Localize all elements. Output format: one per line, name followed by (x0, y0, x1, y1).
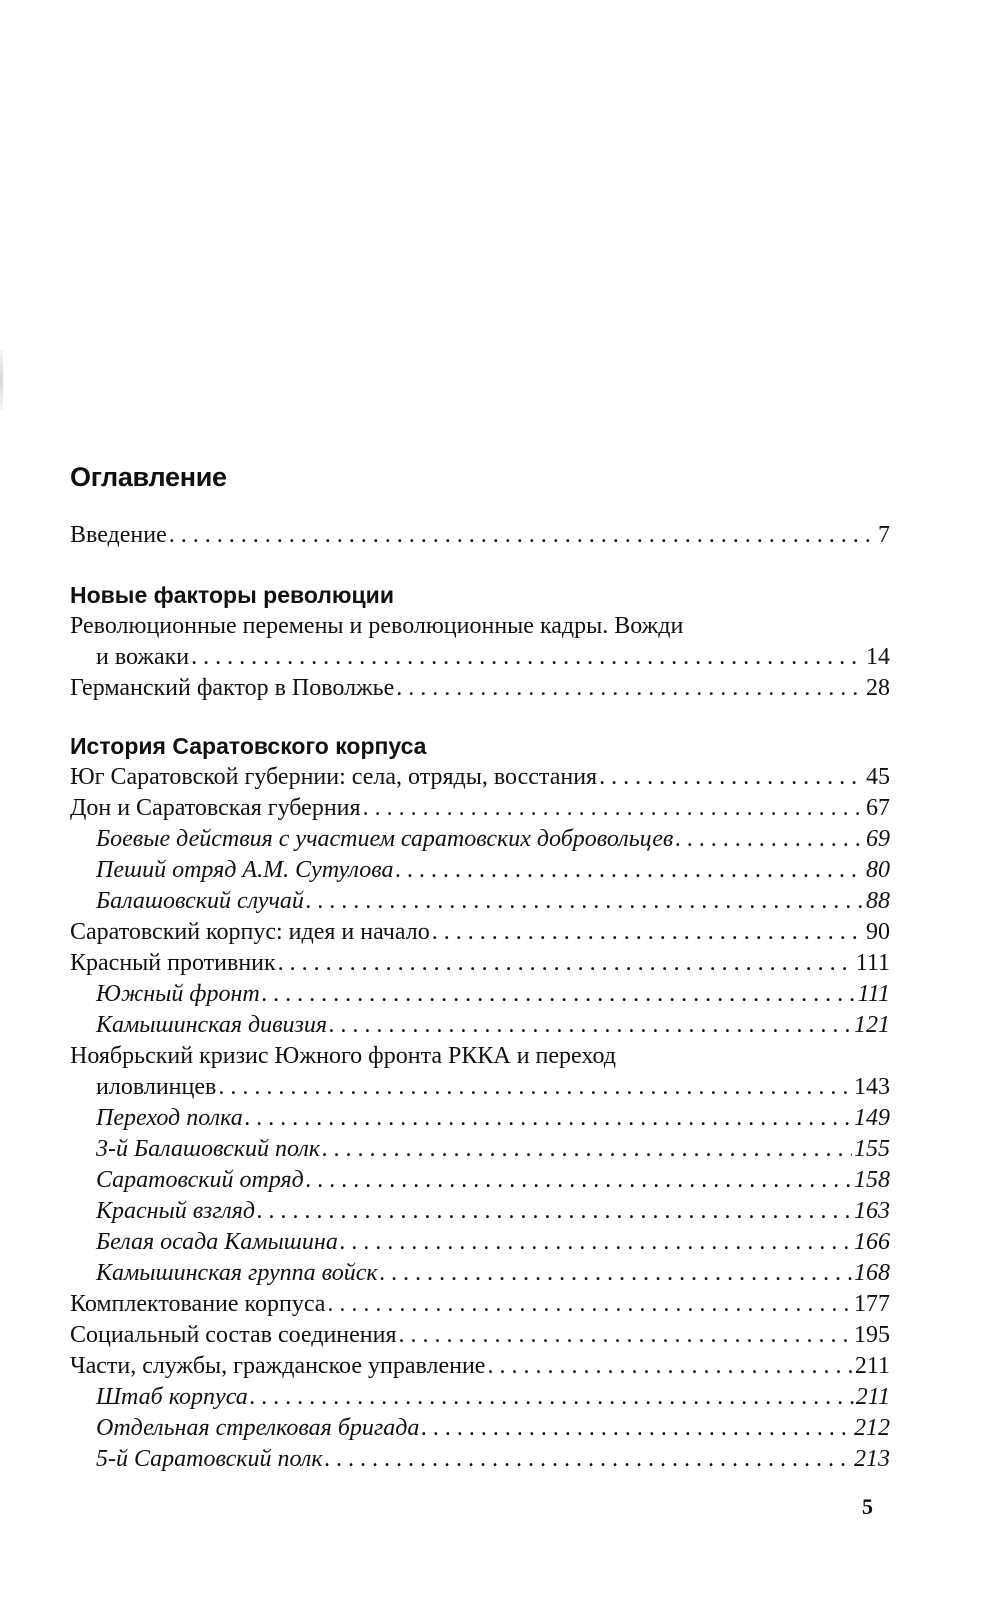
toc-entry-intro[interactable] (70, 520, 890, 551)
toc-entry-revolutionary-changes-line1[interactable] (70, 611, 890, 642)
toc-entry[interactable] (70, 793, 890, 824)
toc-entry[interactable] (70, 917, 890, 948)
table-of-contents (70, 520, 890, 1475)
section-title-saratov-corps: История Саратовского корпуса (70, 733, 427, 759)
entry-title: Камышинская группа войск (96, 1260, 378, 1286)
dot-leader (218, 1072, 852, 1103)
entry-title: Социальный состав соединения (70, 1322, 397, 1348)
entry-page: 155 (854, 1136, 890, 1162)
entry-page: 45 (866, 764, 890, 790)
toc-entry-november-crisis-line2[interactable] (70, 1072, 890, 1103)
toc-entry-german-factor[interactable] (70, 673, 890, 704)
entry-page: 90 (866, 919, 890, 945)
entry-title: Боевые действия с участием саратовских добровольцев (96, 826, 674, 852)
entry-title: Пеший отряд А.М. Сутулова (96, 857, 394, 883)
entry-title: Части, службы, гражданское управление (70, 1353, 486, 1379)
entry-title: Юг Саратовской губернии: села, отряды, восстания (70, 764, 598, 790)
entry-title: Саратовский корпус: идея и начало (70, 919, 430, 945)
entry-title: и вожаки (96, 644, 190, 670)
entry-page: 213 (854, 1446, 890, 1472)
toc-entry[interactable] (70, 948, 890, 979)
entry-page: 211 (855, 1384, 890, 1410)
dot-leader (250, 1382, 854, 1413)
toc-subentry[interactable] (70, 1413, 890, 1444)
entry-page: 168 (854, 1260, 890, 1286)
dot-leader (306, 1165, 852, 1196)
entry-title: Камышинская дивизия (96, 1012, 328, 1038)
section-title-new-factors: Новые факторы революции (70, 582, 394, 608)
entry-page: 14 (866, 644, 890, 670)
dot-leader (675, 824, 864, 855)
dot-leader (306, 886, 864, 917)
toc-subentry[interactable] (70, 1258, 890, 1289)
toc-entry[interactable] (70, 762, 890, 793)
dot-leader (245, 1103, 852, 1134)
dot-leader (395, 855, 864, 886)
dot-leader (325, 1444, 852, 1475)
dot-leader (191, 642, 864, 673)
dot-leader (278, 948, 854, 979)
entry-page: 80 (866, 857, 890, 883)
entry-page: 7 (878, 522, 890, 548)
toc-subentry[interactable] (70, 1382, 890, 1413)
toc-subentry[interactable] (70, 1196, 890, 1227)
entry-title: Балашовский случай (96, 888, 304, 914)
entry-title: Белая осада Камышина (96, 1229, 338, 1255)
entry-page: 111 (857, 981, 890, 1007)
dot-leader (262, 979, 856, 1010)
entry-title: Штаб корпуса (96, 1384, 248, 1410)
entry-page: 69 (866, 826, 890, 852)
entry-page: 149 (854, 1105, 890, 1131)
entry-page: 211 (854, 1353, 890, 1379)
entry-page: 111 (855, 950, 890, 976)
entry-page: 158 (854, 1167, 890, 1193)
dot-leader (327, 1289, 852, 1320)
entry-title: Комплектование корпуса (70, 1291, 326, 1317)
entry-title: Революционные перемены и революционные кадры. Вожди (70, 613, 684, 639)
toc-subentry[interactable] (70, 1227, 890, 1258)
toc-entry-november-crisis-line1[interactable] (70, 1041, 890, 1072)
entry-title: 5-й Саратовский полк (96, 1446, 323, 1472)
dot-leader (487, 1351, 852, 1382)
entry-title: Ноябрьский кризис Южного фронта РККА и переход (70, 1043, 616, 1069)
entry-title: 3-й Балашовский полк (96, 1136, 321, 1162)
dot-leader (257, 1196, 852, 1227)
entry-page: 88 (866, 888, 890, 914)
entry-title: Южный фронт (96, 981, 260, 1007)
dot-leader (380, 1258, 852, 1289)
toc-subentry[interactable] (70, 1134, 890, 1165)
toc-entry[interactable] (70, 1289, 890, 1320)
entry-page: 121 (854, 1012, 890, 1038)
dot-leader (169, 520, 876, 551)
entry-page: 166 (854, 1229, 890, 1255)
toc-subentry[interactable] (70, 886, 890, 917)
entry-page: 143 (854, 1074, 890, 1100)
entry-title: Саратовский отряд (96, 1167, 304, 1193)
dot-leader (421, 1413, 852, 1444)
entry-page: 195 (854, 1322, 890, 1348)
page-number: 5 (862, 1494, 873, 1519)
dot-leader (432, 917, 864, 948)
toc-subentry[interactable] (70, 824, 890, 855)
entry-title: иловлинцев (96, 1074, 217, 1100)
entry-title: Красный противник (70, 950, 276, 976)
toc-subentry[interactable] (70, 1165, 890, 1196)
entry-title: Германский фактор в Поволжье (70, 675, 395, 701)
dot-leader (396, 673, 864, 704)
entry-title: Отдельная стрелковая бригада (96, 1415, 420, 1441)
toc-subentry[interactable] (70, 855, 890, 886)
toc-subentry[interactable] (70, 1444, 890, 1475)
dot-leader (340, 1227, 852, 1258)
toc-entry[interactable] (70, 1320, 890, 1351)
toc-heading: Оглавление (70, 462, 227, 492)
dot-leader (399, 1320, 852, 1351)
toc-entry-revolutionary-changes-line2[interactable] (70, 642, 890, 673)
entry-title: Переход полка (96, 1105, 243, 1131)
dot-leader (599, 762, 864, 793)
entry-page: 177 (854, 1291, 890, 1317)
entry-page: 67 (866, 795, 890, 821)
entry-page: 212 (854, 1415, 890, 1441)
dot-leader (322, 1134, 852, 1165)
dot-leader (363, 793, 864, 824)
toc-subentry[interactable] (70, 1103, 890, 1134)
toc-subentry[interactable] (70, 979, 890, 1010)
entry-page: 163 (854, 1198, 890, 1224)
entry-title: Красный взгляд (96, 1198, 256, 1224)
toc-subentry[interactable] (70, 1010, 890, 1041)
toc-entry[interactable] (70, 1351, 890, 1382)
scan-edge-mark (0, 350, 3, 410)
entry-title: Дон и Саратовская губерния (70, 795, 361, 821)
entry-page: 28 (866, 675, 890, 701)
dot-leader (329, 1010, 852, 1041)
entry-title: Введение (70, 522, 167, 548)
